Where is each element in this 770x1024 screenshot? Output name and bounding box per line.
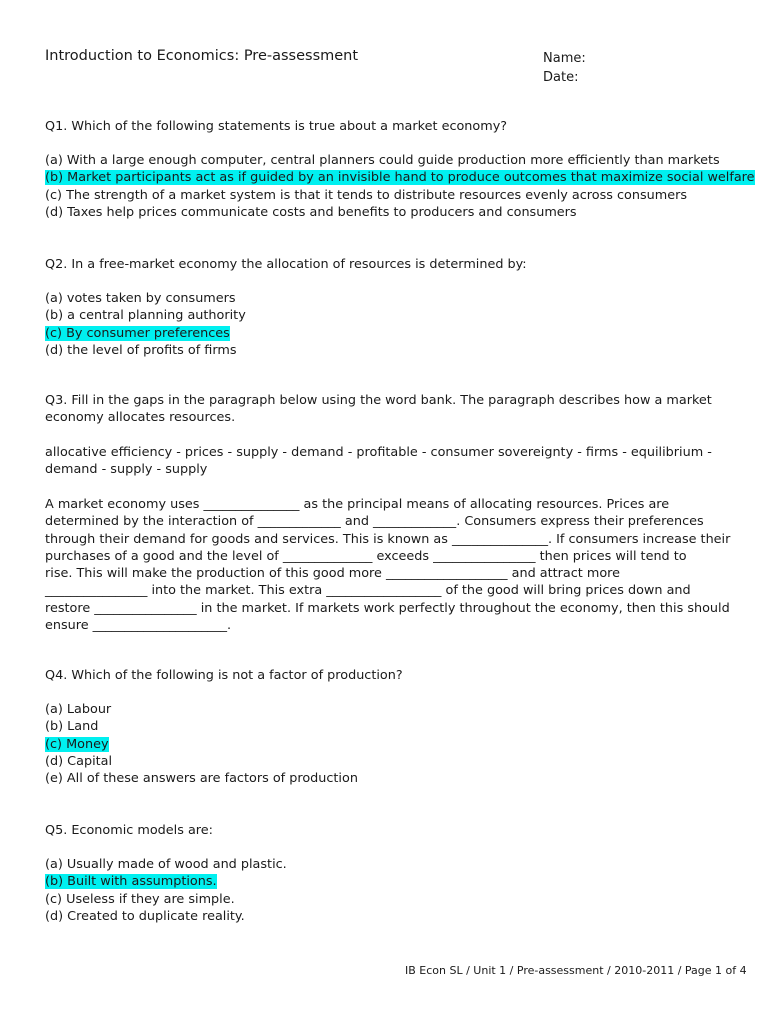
q5-option-c: (c) Useless if they are simple. <box>45 891 235 907</box>
question-4 <box>45 667 735 684</box>
q4-option-e: (e) All of these answers are factors of production <box>45 771 358 787</box>
q2-option-c-highlighted: (c) By consumer preferences <box>45 325 230 341</box>
q2-option-b: (b) a central planning authority <box>45 308 246 324</box>
q2-option-a: (a) votes taken by consumers <box>45 291 236 306</box>
question-5 <box>45 822 735 839</box>
question-3 <box>45 392 735 427</box>
q1-option-c: (c) The strength of a market system is that it tends to distribute resources evenly across consumers <box>45 187 687 203</box>
page-title: Introduction to Economics: Pre-assessment <box>45 48 359 64</box>
page-footer: IB Econ SL / Unit 1 / Pre-assessment / 2010-2011 / Page 1 of 4 <box>405 964 747 977</box>
name-label: Name: <box>543 51 586 66</box>
cloze-line-8: ensure _____________________. <box>45 618 232 634</box>
question-1-options <box>45 152 755 221</box>
question-2 <box>45 256 735 273</box>
question-3-text-line2: economy allocates resources. <box>45 410 236 426</box>
q4-option-a: (a) Labour <box>45 702 112 717</box>
word-bank-line1: allocative efficiency - prices - supply - demand - profitable - consumer sovereignty - firms - equilibrium - <box>45 445 712 460</box>
q1-option-b-highlighted: (b) Market participants act as if guided by an invisible hand to produce outcomes that maximize social welfare <box>45 170 755 186</box>
q4-option-c-highlighted: (c) Money <box>45 736 109 752</box>
q5-option-b-highlighted: (b) Built with assumptions. <box>45 874 217 890</box>
cloze-line-2: determined by the interaction of _____________ and _____________. Consumers express their preferences <box>45 514 704 530</box>
cloze-line-4: purchases of a good and the level of ______________ exceeds ________________ then prices will tend to <box>45 548 687 564</box>
cloze-line-3: through their demand for goods and services. This is known as _______________. If consumers increase their <box>45 531 731 547</box>
question-5-text: Q5. Economic models are: <box>45 823 213 838</box>
cloze-paragraph <box>45 496 745 634</box>
date-label: Date: <box>543 70 579 85</box>
q5-option-a: (a) Usually made of wood and plastic. <box>45 857 287 872</box>
cloze-line-5: rise. This will make the production of this good more ___________________ and attract more <box>45 566 621 582</box>
cloze-line-6: ________________ into the market. This extra __________________ of the good will bring prices down and <box>45 583 691 599</box>
q4-option-b: (b) Land <box>45 719 99 735</box>
question-1 <box>45 118 735 135</box>
name-date-box <box>543 49 586 87</box>
question-5-options <box>45 856 735 925</box>
q2-option-d: (d) the level of profits of firms <box>45 342 237 358</box>
cloze-line-7: restore ________________ in the market. If markets work perfectly throughout the economy, then this should <box>45 600 730 616</box>
question-4-options <box>45 701 735 787</box>
q4-option-d: (d) Capital <box>45 753 113 769</box>
q1-option-a: (a) With a large enough computer, central planners could guide production more efficiently than markets <box>45 153 720 168</box>
question-2-options <box>45 290 735 359</box>
word-bank-line2: demand - supply - supply <box>45 462 208 478</box>
word-bank <box>45 444 735 479</box>
question-2-text: Q2. In a free-market economy the allocation of resources is determined by: <box>45 257 527 272</box>
q1-option-d: (d) Taxes help prices communicate costs and benefits to producers and consumers <box>45 204 577 220</box>
question-4-text: Q4. Which of the following is not a factor of production? <box>45 668 403 683</box>
question-3-text-line1: Q3. Fill in the gaps in the paragraph below using the word bank. The paragraph describes how a market <box>45 393 712 408</box>
cloze-line-1: A market economy uses _______________ as the principal means of allocating resources. Prices are <box>45 497 670 512</box>
question-1-text: Q1. Which of the following statements is true about a market economy? <box>45 119 508 134</box>
q5-option-d: (d) Created to duplicate reality. <box>45 908 245 924</box>
